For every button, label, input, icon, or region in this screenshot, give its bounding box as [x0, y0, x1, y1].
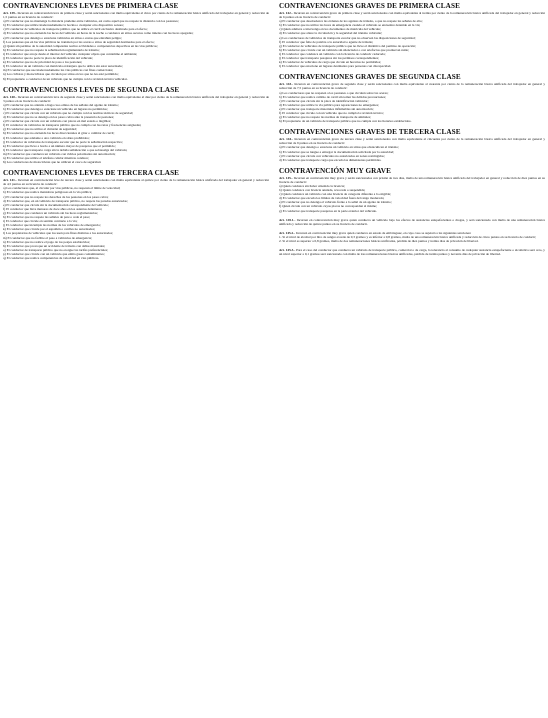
items-list	[279, 145, 545, 161]
list-item: m) El conductor que no facilite el paso a vehículos de emergencia;	[3, 235, 92, 240]
list-item: n) El conductor que no realice el pago de los peajes establecidos;	[3, 239, 90, 244]
article-label: Art. 141.-	[3, 178, 17, 183]
list-item: n) Los ciclistas y motociclistas que circulen por sitios en los que no les esté permitido;	[3, 72, 119, 77]
items-list	[279, 235, 545, 243]
article-intro: Incurren en contravención muy grave quien conduzca en estado de embriaguez, en cuyo caso se sujetará a las siguientes sanciones:	[296, 230, 472, 235]
items-list	[279, 184, 545, 213]
items-list	[3, 19, 269, 80]
list-item: n) El conductor que utilice el teléfono celular mientras conduce;	[3, 156, 89, 160]
list-item: g) El conductor que no utilice el cinturón de seguridad;	[3, 127, 77, 132]
article-intro: Incurren en contravención muy grave quien conduzca un vehículo bajo los efectos de sustancias estupefacientes o drogas, y será sancionado con multa de una remuneración básica unificada y reducción de quince puntos en su licencia de conducir.	[279, 217, 545, 226]
section-graves-primera	[279, 2, 545, 68]
list-item: d) El conductor que transporte carga que exceda las dimensiones permitidas.	[279, 157, 382, 162]
list-item: j) El conductor que no porte la placa de identificación del vehículo;	[3, 56, 94, 61]
list-item: b) Quien conduzca con licencia anulada, revocada o suspendida;	[279, 188, 366, 193]
list-item: j) El conductor de vehículos de transporte escolar que no porte la señalización respectiva;	[3, 139, 123, 144]
list-item: a) El conductor que no atienda o haga caso omiso de las señales del agente de tránsito;	[3, 102, 119, 107]
article-text	[279, 82, 545, 90]
article-text	[279, 248, 545, 256]
list-item: i) El conductor que conduzca un vehículo con la licencia de conducir caducada;	[279, 51, 386, 56]
section-title: CONTRAVENCIONES LEVES DE SEGUNDA CLASE	[3, 85, 180, 94]
list-item: g) El conductor que conduzca un vehículo sin las luces reglamentarias;	[3, 210, 98, 215]
article-label: Art. 140.-	[3, 94, 17, 99]
list-item: h) El conductor que no respete las señales de pare o ceda el paso;	[3, 215, 91, 220]
list-item: b) El conductor que utilice inadecuadamente la bocina o cualquier otro dispositivo sonoro;	[3, 23, 125, 28]
list-item: m) El conductor que use inadecuadamente las vías públicas con fines comerciales;	[3, 68, 114, 73]
article-intro: Incurren en contravención muy grave y serán sancionados con prisión de tres días, multa de una remuneración básica unificada del trabajador en general y reducción de diez puntos en su licencia de conducir:	[279, 175, 545, 184]
list-item: k) El conductor que circule por el espaldón o carriles no autorizados;	[3, 227, 96, 232]
article-label: Art. 139.-	[3, 11, 17, 15]
list-item: p) El conductor que circule con un vehículo que emita gases contaminantes;	[3, 251, 105, 256]
article-intro: Incurren en contravención leve de segunda clase y serán sancionados con multa equivalente al diez por ciento de la remuneración básica unificada del trabajador en general y reducción de 3 puntos en su licencia de conducir:	[3, 94, 269, 103]
list-item: f) El conductor que falte de palabra a la autoridad o agente de tránsito;	[279, 39, 374, 44]
list-item: b) El conductor que no utilice las luces de emergencia cuando el vehículo se encuentre detenido en la vía;	[279, 23, 421, 28]
article-text	[3, 95, 269, 103]
list-item: c) El conductor de vehículos de transporte público que no utilice el carril exclusivo destinado para el efecto;	[3, 27, 148, 32]
section-title: CONTRAVENCIONES GRAVES DE SEGUNDA CLASE	[279, 73, 461, 82]
list-item: h) El conductor que no respete la señalización reglamentaria de tránsito;	[3, 47, 100, 52]
list-item: g) El conductor que transporte pasajeros en la parte exterior del vehículo.	[279, 208, 378, 213]
article-intro: Incurren en contravención grave de primera clase y serán sancionados con multa equivalente al treinta por ciento de la remuneración básica unificada del trabajador en general y reducción de 6 puntos en su licencia de conducir:	[279, 11, 545, 20]
list-item: b) El conductor que detenga o estacione un vehículo en lugares no permitidos;	[3, 106, 108, 111]
list-item: l) El conductor que estacione en lugares destinados para personas con discapacidad.	[279, 64, 392, 69]
list-item: f) Los peatones que en las vías públicas no transiten por las aceras o sitios de seguridad destinados para el efecto;	[3, 39, 155, 44]
list-item: m) El conductor que conduzca un vehículo con vidrios polarizados sin autorización;	[3, 151, 116, 156]
list-item: e) El conductor que transporte materiales inflamables sin autorización;	[279, 106, 374, 111]
list-item: a) Los conductores que no respeten a los peatones o que circulen sobre las aceras;	[279, 90, 389, 95]
article-text	[3, 178, 269, 186]
list-item: 1. Si el nivel de alcohol por litro de sangre excede de 0,3 gramos y es inferior a 0,8 gramos, multa de una remuneración básica unificada y reducción de cinco puntos en su licencia de conducir;	[279, 234, 537, 239]
list-item: j) El conductor que transporte pasajeros sin los permisos correspondientes;	[279, 56, 380, 61]
list-item: a) El conductor que no mantenga la distancia prudente entre vehículos, así como aquél que no respete la distancia con los peatones;	[3, 19, 179, 24]
list-item: a) El conductor que detenga o estacione un vehículo en sitios que obstaculicen el tránsito;	[279, 145, 399, 150]
section-title: CONTRAVENCIÓN MUY GRAVE	[279, 166, 391, 175]
list-item: c) Quien adultere o intervenga en los documentos de matrícula del vehículo;	[279, 27, 382, 32]
article-intro: Incurren en contravención grave de tercera clase y serán sancionados con multa equivalente al cincuenta por ciento de la remuneración básica unificada del trabajador en general y reducción de 9 puntos en su licencia de conducir:	[279, 137, 545, 146]
list-item: l) El conductor de un vehículo con matrícula extranjera que lo utilice sin estar autorizado;	[3, 64, 123, 69]
article-intro: Incurren en contravención grave de segunda clase y serán sancionados con multa equivalente al cuarenta por ciento de la remuneración básica unificada del trabajador en general y reducción de 7,5 puntos en su licencia de conducir:	[279, 82, 545, 91]
article-text	[3, 11, 269, 19]
section-graves-tercera	[279, 128, 545, 162]
list-item: d) El conductor que utilice la vía pública para reparaciones no emergentes;	[279, 102, 379, 107]
list-item: h) El propietario de un vehículo de transporte público que no cumpla con los horarios establecidos.	[279, 119, 412, 124]
list-item: e) El conductor que circule sin la documentación correspondiente del vehículo;	[3, 202, 109, 207]
list-item: f) Quien circule con un vehículo cuyas placas no correspondan al mismo;	[279, 204, 378, 209]
article-intro: Incurren en contravención leve de tercera clase y serán sancionados con multa equivalente al quince por ciento de la remuneración básica unificada del trabajador en general y reducción de 4,5 puntos en su licencia de conducir:	[3, 178, 269, 187]
list-item: c) El conductor que circule con vehículos no autorizados en zonas restringidas;	[279, 153, 385, 158]
items-list	[3, 103, 269, 164]
list-item: g) El conductor de vehículos de transporte público que no lleve el distintivo del permiso de operación;	[279, 43, 416, 48]
list-item: e) El conductor que detenga o estacione vehículos en sitios o zonas que entrañen peligro;	[3, 35, 123, 40]
list-item: a) El conductor que desobedezca las órdenes de los agentes de tránsito, o que no respete las señales de alto;	[279, 19, 423, 24]
list-item: d) El conductor que altere la circulación y la seguridad del tránsito vehicular;	[279, 31, 383, 36]
article-label: Art. 145.2.-	[279, 230, 296, 235]
list-item: e) El conductor que no detenga el vehículo frente a la señal de un agente de tránsito;	[279, 200, 392, 205]
list-item: c) El conductor que no respete los derechos de los peatones en los pasos cebra;	[3, 194, 109, 199]
section-leves-segunda	[3, 86, 269, 165]
section-art-145-3	[279, 248, 545, 256]
list-item: g) Quien sin permiso de la autoridad competente realice actividades o competencias deportivas en las vías públicas;	[3, 43, 158, 48]
article-intro: Incurren en contravención leve de primera clase y serán sancionados con multa equivalente al cinco por ciento de la remuneración básica unificada del trabajador en general y reducción de 1,5 puntos en su licencia de conducir:	[3, 11, 269, 20]
list-item: c) Quien conduzca un vehículo con una licencia de categoría diferente a la exigible;	[279, 192, 392, 197]
left-column	[3, 2, 269, 716]
section-art-145-2	[279, 231, 545, 243]
list-item: l) El conductor que transporte carga sin la debida señalización o que sobresalga del vehículo;	[3, 147, 128, 152]
list-item: q) El conductor que realice competencias de velocidad en vías públicas.	[3, 255, 100, 260]
section-title: CONTRAVENCIONES GRAVES DE PRIMERA CLASE	[279, 2, 460, 10]
list-item: a) Los conductores que, al circular por vías públicas, no respeten el límite de velocidad;	[3, 186, 121, 191]
list-item: b) El conductor que realice maniobras peligrosas en la vía pública;	[3, 190, 93, 195]
list-item: i) El conductor que arroje desde el interior del vehículo cualquier objeto que contamine el ambiente;	[3, 51, 138, 56]
section-art-145-1	[279, 218, 545, 226]
article-label: Art. 145.3.-	[279, 248, 296, 253]
list-item: i) El conductor que circule en sentido contrario a la vía;	[3, 219, 78, 224]
list-item: l) Los propietarios de vehículos que los usen para fines distintos a los autorizados;	[3, 231, 114, 236]
list-item: c) El conductor que circule con un vehículo que no cumpla con las normas técnicas de seguridad;	[3, 110, 134, 115]
list-item: f) El conductor que lleve menores de doce años en los asientos delanteros;	[3, 206, 103, 211]
article-label: Art. 145.1.-	[279, 217, 296, 222]
list-item: f) El conductor de vehículos de transporte público que no cumpla con las rutas y frecuencias asignadas;	[3, 123, 142, 128]
section-title: CONTRAVENCIONES LEVES DE TERCERA CLASE	[3, 169, 180, 178]
list-item: e) Los conductores de vehículos de transporte escolar que no observen las disposiciones de seguridad;	[279, 35, 416, 40]
section-title: CONTRAVENCIONES LEVES DE PRIMERA CLASE	[3, 2, 179, 10]
article-label: Art. 145.-	[279, 175, 293, 180]
list-item: f) El conductor que circule con un vehículo que no cumpla la revisión técnica;	[279, 110, 384, 115]
list-item: ñ) El conductor que provoque un accidente de tránsito con daños materiales;	[3, 243, 106, 248]
section-leves-primera	[3, 2, 269, 81]
article-label: Art. 142.-	[279, 11, 293, 15]
list-item: c) El conductor que circule sin la placa de identificación vehicular;	[279, 98, 369, 103]
section-leves-tercera	[3, 169, 269, 260]
article-label: Art. 143.-	[279, 82, 294, 87]
list-item: d) El conductor que no se detenga en los pasos cebra ante la presencia de peatones;	[3, 115, 115, 120]
items-list	[279, 19, 545, 68]
list-item: 2. Si el nivel es superior a 0,8 gramos, multa de dos remuneraciones básicas unificadas, pérdida de diez puntos y treinta días de privación de libertad.	[279, 239, 479, 244]
list-item: k) El conductor que lleve a bordo a un número mayor de pasajeros que el permitido;	[3, 143, 116, 148]
list-item: k) El conductor de vehículos de carga que circule en horarios no permitidos;	[279, 60, 382, 65]
article-text	[279, 218, 545, 226]
list-item: b) El conductor que se niegue a entregar la documentación solicitada por la autoridad;	[279, 149, 395, 154]
list-item: i) El conductor que adelante a otro vehículo en sitios prohibidos;	[3, 135, 90, 140]
list-item: o) El conductor de transporte público que no otorgue las tarifas preferenciales;	[3, 247, 108, 252]
list-item: d) El conductor que exceda los límites de velocidad fuera del rango moderado;	[279, 196, 385, 201]
items-list	[3, 186, 269, 260]
list-item: e) El conductor que circule con un vehículo con placas en mal estado o ilegibles;	[3, 119, 112, 124]
list-item: ñ) Los conductores de motocicletas que no utilicen el casco de seguridad.	[3, 160, 102, 165]
article-text	[279, 137, 545, 145]
section-title: CONTRAVENCIONES GRAVES DE TERCERA CLASE	[279, 128, 461, 137]
article-label: Art. 144.-	[279, 137, 294, 142]
article-text	[279, 11, 545, 19]
article-intro: Para el caso del conductor que conduzca un vehículo de transporte público, comercial o de carga, la tolerancia al consumo de cualquier sustancia estupefaciente o alcohólica será cero, y un nivel superior a 0,1 gramos será sancionado con multa de tres remuneraciones básicas unificadas, pérdida de treinta puntos y noventa días de privación de libertad.	[279, 248, 545, 257]
list-item: h) El conductor que circule con un vehículo sin silenciador o con artefactos que produzcan ruido;	[279, 47, 410, 52]
list-item: a) Quien conduzca sin haber obtenido la licencia;	[279, 184, 346, 188]
section-muy-grave	[279, 167, 545, 213]
list-item: j) El conductor que incumpla las normas de los vehículos de emergencia;	[3, 223, 101, 228]
list-item: k) El conductor que no de prioridad de paso a los peatones;	[3, 60, 83, 65]
section-graves-segunda	[279, 73, 545, 123]
article-text	[279, 176, 545, 184]
list-item: h) El conductor que no encienda las luces direccionales al girar o cambiar de carril;	[3, 131, 115, 136]
list-item: ñ) El propietario o conductor de un vehículo que no cumpla con la revisión técnica vehicular.	[3, 76, 128, 81]
list-item: b) El conductor que realice cambio de carril sin tomar las debidas precauciones;	[279, 94, 386, 99]
list-item: d) El conductor que, en un vehículo de transporte público, no respete las paradas autorizadas;	[3, 198, 128, 203]
list-item: d) El conductor que no encienda las luces del vehículo en horas de la noche o conduzca en sitios oscuros como túneles con las luces apagadas;	[3, 31, 194, 36]
list-item: g) El conductor que no respete las normas de transporte de animales;	[279, 115, 372, 120]
items-list	[279, 91, 545, 124]
right-column	[279, 2, 545, 716]
